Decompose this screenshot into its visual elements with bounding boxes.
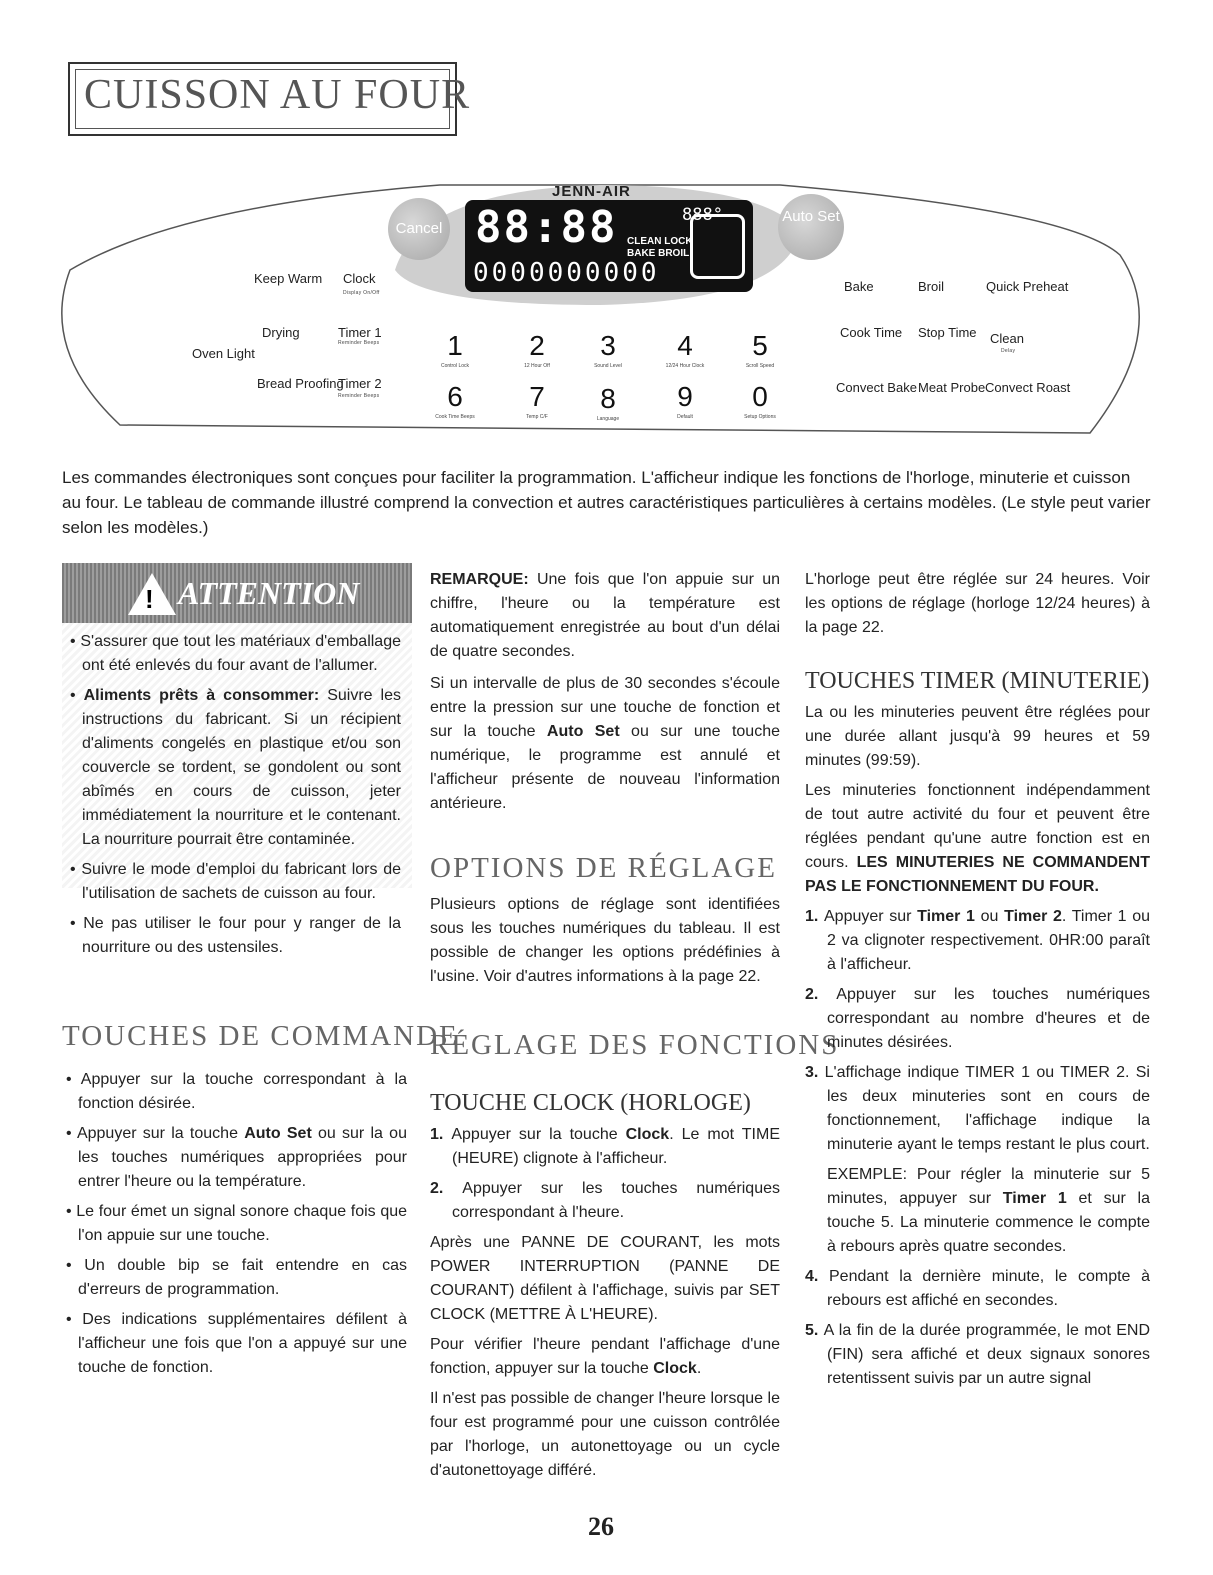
- number-key-0[interactable]: 0: [752, 381, 768, 412]
- timer-step-1: 1. Appuyer sur Timer 1 ou Timer 2. Timer 1 ou 2 va clignoter respectivement. 0HR:00 paraît à l'afficheur.: [805, 908, 1151, 973]
- timer-step-text: . Timer 1 ou 2 va clignoter respectivement. 0HR:00 paraît à l'afficheur.: [827, 908, 1151, 973]
- oven-light-key[interactable]: Oven Light: [192, 346, 255, 361]
- verif-bold: Clock: [653, 1360, 697, 1377]
- column-3: [805, 568, 1150, 1397]
- timer-step-3: 3. L'affichage indique TIMER 1 ou TIMER 2. Si les deux minuteries sont en cours de fonctionnement, l'affichage indique la minuterie ayant le temps restant le plus court.: [805, 1064, 1150, 1153]
- intro-paragraph: Les commandes électroniques sont conçues pour faciliter la programmation. L'afficheur indique les fonctions de l'horloge, minuterie et cuisson au four. Le tableau de commande illustré comprend la convection et autres caractéristiques particulières à certains modèles. (Le style peut varier selon les modèles.): [62, 468, 1151, 537]
- clock-heading: TOUCHE CLOCK (HORLOGE): [430, 1090, 751, 1116]
- remarque-paragraph: [430, 568, 780, 664]
- number-caption-6: Cook Time Beeps: [435, 414, 475, 420]
- timer-step-text: L'affichage indique TIMER 1 ou TIMER 2. Si les deux minuteries sont en cours de fonctionnement, l'affichage indique la minuterie ayant le temps restant le plus court.: [824, 1064, 1150, 1153]
- convect-roast-key[interactable]: Convect Roast: [985, 380, 1071, 395]
- commande-item-text: Un double bip se fait entendre en cas d'erreurs de programmation.: [78, 1257, 407, 1298]
- bread-proofing-key[interactable]: Bread Proofing: [257, 376, 344, 391]
- commande-heading: TOUCHES DE COMMANDE: [62, 1020, 459, 1052]
- clock-step-text: . Le mot TIME (HEURE) clignote à l'afficheur.: [452, 1126, 780, 1167]
- timer1-key[interactable]: Timer 1: [338, 325, 382, 340]
- attention-item: • Aliments prêts à consommer: Suivre les instructions du fabricant. Si un récipient d'aliments congelés en plastique et/ou son couvercle se tordent, se gondolent ou sont abîmés en cours de cuisson, jeter immédiatement la nourriture et le contenant. La nourriture pourrait être contaminée.: [70, 687, 402, 848]
- commande-item-bold: Auto Set: [244, 1125, 312, 1142]
- commande-item-text: Appuyer sur la touche: [76, 1125, 245, 1142]
- timer-step-2: 2. Appuyer sur les touches numériques correspondant au nombre d'heures et de minutes désirées.: [805, 986, 1150, 1051]
- interval-text: ou sur une touche numérique, le programme est annulé et l'afficheur présente de nouveau l'information antérieure.: [430, 723, 780, 812]
- interval-bold: Auto Set: [546, 723, 620, 740]
- clock-step-1: 1. Appuyer sur la touche Clock. Le mot TIME (HEURE) clignote à l'afficheur.: [430, 1126, 780, 1167]
- timer-step-bold: Timer 1: [917, 908, 975, 925]
- attention-item: • Ne pas utiliser le four pour y ranger de la nourriture ou des ustensiles.: [70, 915, 402, 956]
- number-caption-3: Sound Level: [594, 363, 622, 369]
- display-indicator-box: [690, 214, 745, 279]
- interval-paragraph: [430, 672, 780, 816]
- auto-set-button[interactable]: Auto Set: [778, 194, 844, 260]
- interval-text: Si un intervalle de plus de 30 secondes s'écoule entre la pression sur une touche de fonction et sur la touche: [430, 675, 780, 740]
- number-key-1[interactable]: 1: [447, 330, 463, 361]
- horloge-paragraph: L'horloge peut être réglée sur 24 heures. Voir les options de réglage (horloge 12/24 heures) à la page 22.: [805, 571, 1150, 636]
- timer2-key-sub: Reminder Beeps: [338, 393, 380, 399]
- clock-step-text: Appuyer sur les touches numériques correspondant à l'heure.: [452, 1180, 780, 1221]
- commande-item-text: ou sur la ou les touches numériques appropriées pour entrer l'heure ou la température.: [78, 1125, 407, 1190]
- clock-key-sub: Display On/Off: [343, 290, 380, 296]
- timer2-key[interactable]: Timer 2: [338, 376, 382, 391]
- meat-probe-key[interactable]: Meat Probe: [918, 380, 986, 395]
- number-key-9[interactable]: 9: [677, 381, 693, 412]
- number-caption-9: Default: [677, 414, 693, 420]
- exemple-text: EXEMPLE: Pour régler la minuterie sur 5 minutes, appuyer sur: [827, 1166, 1150, 1207]
- remarque-label: REMARQUE:: [430, 571, 529, 588]
- timer-paragraph-2: [805, 779, 1150, 899]
- number-key-8[interactable]: 8: [600, 383, 616, 414]
- timer-text: Les minuteries fonctionnent indépendamment de tout autre activité du four et peuvent être réglées pendant qu'une autre fonction est en cours.: [805, 782, 1150, 871]
- timer-step-text: Appuyer sur: [824, 908, 918, 925]
- warning-exclamation-icon: !: [145, 584, 154, 614]
- number-caption-7: Temp C/F: [526, 414, 548, 420]
- number-key-3[interactable]: 3: [600, 330, 616, 361]
- column-2: [430, 568, 840, 1483]
- cancel-button[interactable]: Cancel: [388, 198, 450, 260]
- attention-heading: ATTENTION: [178, 575, 360, 611]
- number-caption-2: 12 Hour Off: [524, 363, 550, 369]
- remarque-text: Une fois que l'on appuie sur un chiffre, l'heure ou la température est automatiquement enregistrée au bout d'un délai de quatre secondes.: [430, 571, 780, 660]
- attention-list: [66, 630, 401, 966]
- display-bottom-digits: 0000000000: [473, 258, 660, 288]
- attention-item-text: S'assurer que tout les matériaux d'emballage ont été enlevés du four avant de l'allumer.: [80, 633, 401, 674]
- clock-key[interactable]: Clock: [343, 271, 376, 286]
- timer-step-text: Pendant la dernière minute, le compte à rebours est affiché en secondes.: [827, 1268, 1150, 1309]
- impossible-paragraph: Il n'est pas possible de changer l'heure lorsque le four est programmé pour une cuisson contrôlée par l'horloge, un autonettoyage ou un cycle d'autonettoyage différé.: [430, 1390, 780, 1479]
- stop-time-key[interactable]: Stop Time: [918, 325, 977, 340]
- timer-step-text: A la fin de la durée programmée, le mot END (FIN) sera affiché et deux signaux sonores retentissent suivis par un autre signal: [823, 1322, 1150, 1387]
- quick-preheat-key[interactable]: Quick Preheat: [986, 279, 1069, 294]
- timer-paragraph-1: La ou les minuteries peuvent être réglées pour une durée allant jusqu'à 99 heures et 59 minutes (99:59).: [805, 704, 1150, 769]
- commande-item: • Le four émet un signal sonore chaque fois que l'on appuie sur une touche.: [66, 1203, 408, 1244]
- display-status-2: BAKE BROIL: [627, 248, 690, 259]
- drying-key[interactable]: Drying: [262, 325, 300, 340]
- clean-key-sub: Delay: [1001, 348, 1016, 354]
- number-key-7[interactable]: 7: [529, 381, 545, 412]
- timer-step-text: ou: [974, 908, 1005, 925]
- commande-item-text: Appuyer sur la touche correspondant à la fonction désirée.: [78, 1071, 407, 1112]
- commande-item-text: Le four émet un signal sonore chaque fois que l'on appuie sur une touche.: [76, 1203, 408, 1244]
- verif-text: .: [696, 1360, 702, 1377]
- number-caption-0: Setup Options: [744, 414, 776, 420]
- page-title: CUISSON AU FOUR: [84, 72, 471, 118]
- timer-step-4: 4. Pendant la dernière minute, le compte à rebours est affiché en secondes.: [805, 1268, 1150, 1309]
- exemple-bold: Timer 1: [1002, 1190, 1067, 1207]
- attention-item: • Suivre le mode d'emploi du fabricant lors de l'utilisation de sachets de cuisson au four.: [70, 861, 402, 902]
- cook-time-key[interactable]: Cook Time: [840, 325, 903, 340]
- display-status-1: CLEAN LOCK: [627, 236, 693, 247]
- clean-key[interactable]: Clean: [990, 331, 1024, 346]
- clock-step-text: Appuyer sur la touche: [451, 1126, 626, 1143]
- timer-step-5: 5. A la fin de la durée programmée, le mot END (FIN) sera affiché et deux signaux sonores retentissent suivis par un autre signal: [805, 1322, 1150, 1387]
- exemple-text: et sur la touche 5. La minuterie commence le compte à rebours après quatre secondes.: [827, 1190, 1151, 1255]
- display-clock-digits: 88:88: [475, 202, 618, 253]
- number-caption-8: Language: [596, 416, 620, 422]
- broil-key[interactable]: Broil: [918, 279, 945, 294]
- commande-item: • Des indications supplémentaires défilent à l'afficheur une fois que l'on a appuyé sur une touche de fonction.: [66, 1311, 407, 1376]
- options-paragraph: Plusieurs options de réglage sont identifiées sous les touches numériques du tableau. Il est possible de changer les options prédéfinies à l'usine. Voir d'autres informations à la page 22.: [430, 896, 780, 985]
- number-key-2[interactable]: 2: [529, 330, 545, 361]
- commande-item: • Appuyer sur la touche Auto Set ou sur la ou les touches numériques appropriées pour entrer l'heure ou la température.: [66, 1125, 407, 1190]
- commande-item-text: Des indications supplémentaires défilent à l'afficheur une fois que l'on a appuyé sur une touche de fonction.: [78, 1311, 407, 1376]
- display-temp-digits: 888°: [682, 205, 723, 225]
- page-number: 26: [588, 1512, 614, 1541]
- bake-key[interactable]: Bake: [844, 279, 874, 294]
- clock-step-bold: Clock: [625, 1126, 670, 1143]
- commande-item: • Un double bip se fait entendre en cas d'erreurs de programmation.: [66, 1257, 407, 1298]
- keep-warm-key[interactable]: Keep Warm: [254, 271, 323, 286]
- attention-item: • S'assurer que tout les matériaux d'emballage ont été enlevés du four avant de l'allumer.: [70, 633, 401, 674]
- timer-heading: TOUCHES TIMER (MINUTERIE): [805, 668, 1150, 694]
- attention-item-text: Suivre les instructions du fabricant. Si un récipient d'aliments congelés en plastique et/ou son couvercle se tordent, se gondolent ou sont abîmés en cours de cuisson, jeter immédiatement la nourriture et le contenant. La nourriture pourrait être contaminée.: [82, 687, 402, 848]
- timer-step-bold: Timer 2: [1004, 908, 1062, 925]
- panne-paragraph: Après une PANNE DE COURANT, les mots POWER INTERRUPTION (PANNE DE COURANT) défilent à l'affichage, suivis par SET CLOCK (METTRE À L'HEURE).: [430, 1234, 780, 1323]
- timer-step-text: Appuyer sur les touches numériques correspondant au nombre d'heures et de minutes désirées.: [827, 986, 1150, 1051]
- attention-item-bold: Aliments prêts à consommer:: [83, 687, 320, 704]
- commande-list: [62, 1068, 407, 1386]
- number-key-6[interactable]: 6: [447, 381, 463, 412]
- exemple-paragraph: [827, 1163, 1150, 1259]
- attention-item-text: Ne pas utiliser le four pour y ranger de la nourriture ou des ustensiles.: [82, 915, 402, 956]
- convect-bake-key[interactable]: Convect Bake: [836, 380, 917, 395]
- clock-step-2: 2. Appuyer sur les touches numériques correspondant à l'heure.: [430, 1180, 780, 1221]
- number-key-5[interactable]: 5: [752, 330, 768, 361]
- number-caption-5: Scroll Speed: [745, 363, 775, 369]
- reglage-heading: RÉGLAGE DES FONCTIONS: [430, 1029, 840, 1061]
- timer1-key-sub: Reminder Beeps: [338, 340, 380, 346]
- number-caption-1: Control Lock: [440, 363, 470, 369]
- options-heading: OPTIONS DE RÉGLAGE: [430, 852, 777, 884]
- verif-text: Pour vérifier l'heure pendant l'affichage d'une fonction, appuyer sur la touche: [430, 1336, 780, 1377]
- attention-item-text: Suivre le mode d'emploi du fabricant lors de l'utilisation de sachets de cuisson au four.: [81, 861, 402, 902]
- number-key-4[interactable]: 4: [677, 330, 693, 361]
- brand-logo: JENN-AIR: [552, 183, 631, 200]
- number-caption-4: 12/24 Hour Clock: [665, 363, 705, 369]
- timer-bold: LES MINUTERIES NE COMMANDENT PAS LE FONCTIONNEMENT DU FOUR.: [805, 854, 1150, 895]
- verif-paragraph: [430, 1333, 780, 1381]
- commande-item: • Appuyer sur la touche correspondant à la fonction désirée.: [66, 1071, 407, 1112]
